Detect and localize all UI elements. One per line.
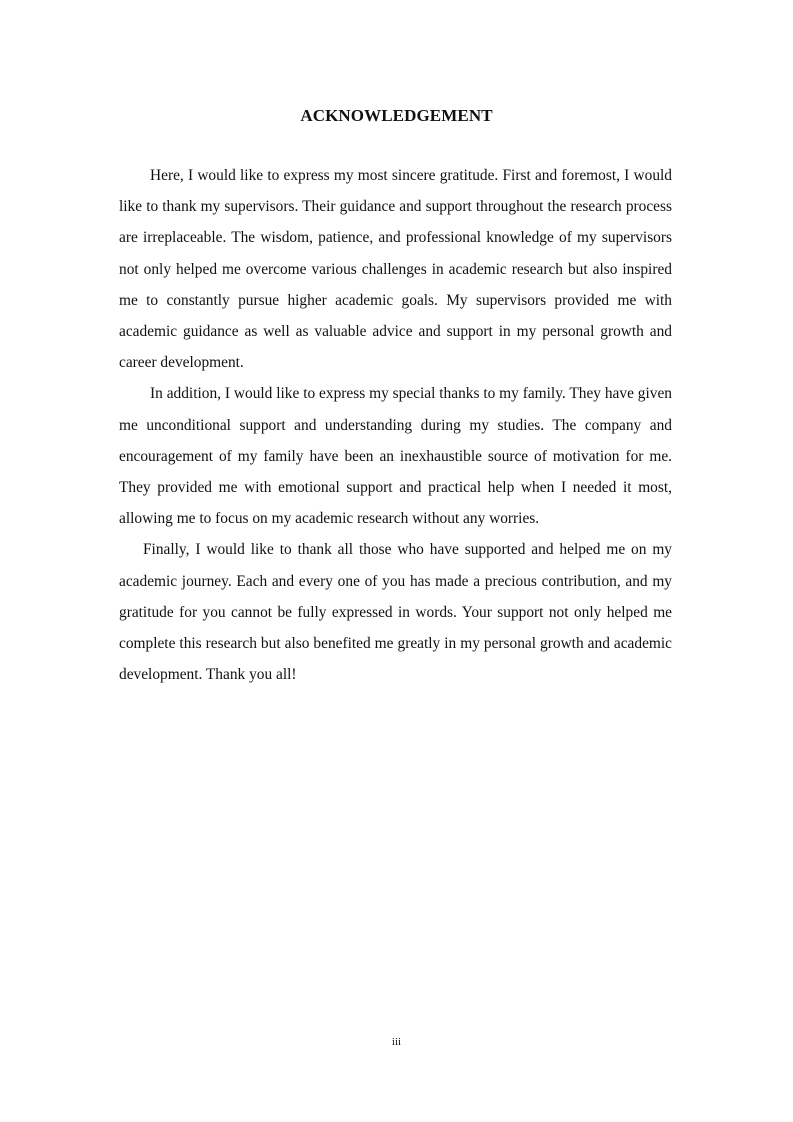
paragraph-family: In addition, I would like to express my special thanks to my family. They have given me unconditional support and understanding during my studies. The company and encouragement of my family have been an inexhaustible source of motivation for me. They provided me with emotional support and practical help when I needed it most, allowing me to focus on my academic research without any worries. bbox=[119, 385, 672, 528]
paragraph-supervisors: Here, I would like to express my most sincere gratitude. First and foremost, I would like to thank my supervisors. Their guidance and support throughout the research process are irreplaceable. The wisdom, patience, and professional knowledge of my supervisors not only helped me overcome various challenges in academic research but also inspired me to constantly pursue higher academic goals. My supervisors provided me with academic guidance as well as valuable advice and support in my personal growth and career development. bbox=[119, 167, 672, 372]
acknowledgement-body bbox=[119, 160, 672, 690]
page-number: iii bbox=[391, 1036, 402, 1048]
page-title: ACKNOWLEDGEMENT bbox=[300, 106, 493, 125]
paragraph-supporters: Finally, I would like to thank all those who have supported and helped me on my academic journey. Each and every one of you has made a precious contribution, and my gratitude for you cannot be fully expressed in words. Your support not only helped me complete this research but also benefited me greatly in my personal growth and academic development. Thank you all! bbox=[119, 541, 672, 684]
